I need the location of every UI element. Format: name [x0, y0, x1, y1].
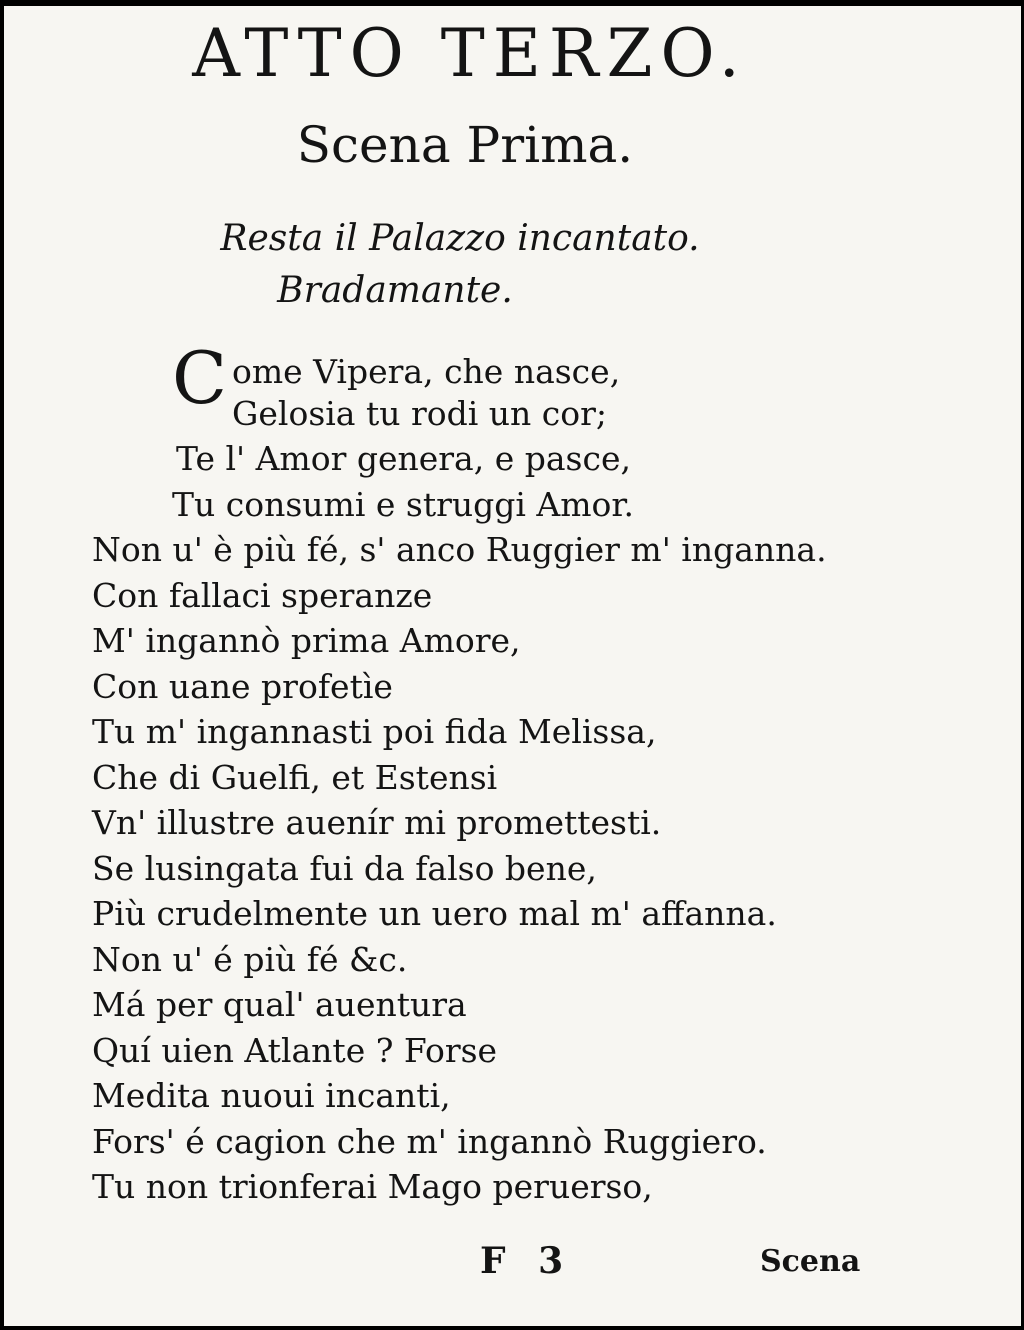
scan-edge-bottom — [0, 1326, 1024, 1330]
verse-line: Tu non trionferai Mago peruerso, — [92, 1167, 653, 1206]
verse-line: Con fallaci speranze — [92, 575, 433, 615]
scan-edge-left — [0, 0, 4, 1330]
verse-line: Tu m' ingannasti poi fida Melissa, — [92, 712, 657, 751]
verse-line: Quí uien Atlante ? Forse — [92, 1030, 498, 1070]
verse-line: Se lusingata fui da falso bene, — [92, 848, 597, 888]
verse-line: Con uane profetìe — [92, 666, 393, 706]
verse-line: Non u' è più fé, s' anco Ruggier m' inganna. — [92, 530, 827, 569]
verse-line: Che di Guelfi, et Estensi — [92, 757, 498, 797]
verse-block — [92, 345, 872, 1210]
character-name: Bradamante. — [277, 270, 513, 311]
verse-line: Tu consumi e struggi Amor. — [172, 484, 635, 524]
catchword: Scena — [760, 1244, 861, 1279]
scan-edge-top — [0, 0, 1024, 6]
stage-direction: Resta il Palazzo incantato. — [220, 218, 700, 259]
verse-line: Gelosia tu rodi un cor; — [232, 393, 608, 433]
verse-line: ome Vipera, che nasce, — [232, 352, 621, 391]
verse-line: Má per qual' auentura — [92, 985, 467, 1024]
verse-line: M' ingannò prima Amore, — [92, 621, 521, 660]
signature-mark: F 3 — [480, 1240, 574, 1282]
verse-line: Te l' Amor genera, e pasce, — [176, 439, 631, 478]
verse-line: Più crudelmente un uero mal m' affanna. — [92, 894, 777, 933]
act-title: ATTO TERZO. — [192, 15, 748, 92]
verse-line: Medita nuoui incanti, — [92, 1076, 451, 1115]
verse-line: Vn' illustre auenír mi promettesti. — [92, 803, 662, 842]
drop-cap: C — [172, 336, 228, 420]
verse-line: Non u' é più fé &c. — [92, 939, 408, 979]
scene-title: Scena Prima. — [296, 116, 634, 174]
verse-line: Fors' é cagion che m' ingannò Ruggiero. — [92, 1121, 767, 1161]
